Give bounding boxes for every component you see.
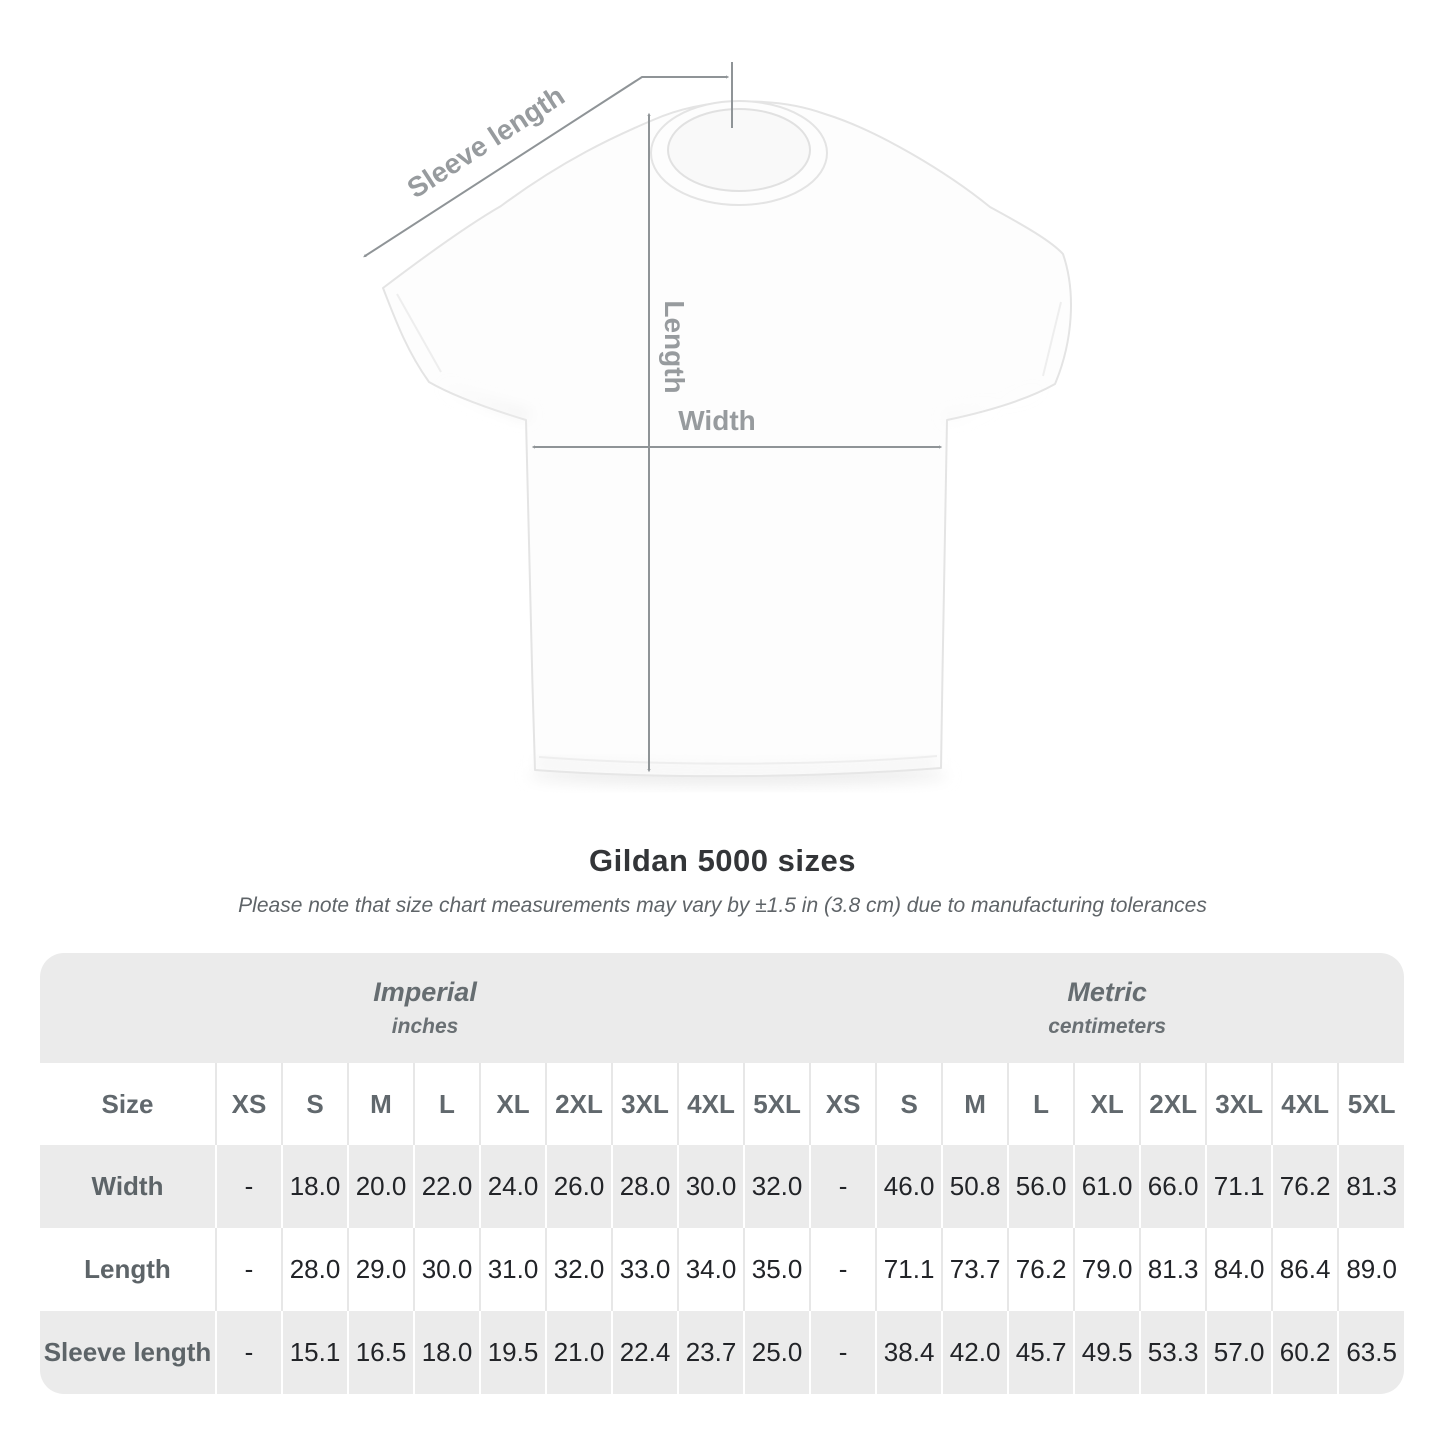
- sleeve-length-label: Sleeve length: [401, 79, 570, 205]
- measurement-cell: -: [810, 1311, 876, 1394]
- collar-inner: [668, 109, 810, 191]
- measurement-cell: 73.7: [942, 1228, 1008, 1311]
- size-header-metric-s: S: [876, 1063, 942, 1145]
- measurement-cell: 22.4: [612, 1311, 678, 1394]
- measurement-cell: 32.0: [546, 1228, 612, 1311]
- measurement-cell: 23.7: [678, 1311, 744, 1394]
- size-header-imperial-2xl: 2XL: [546, 1063, 612, 1145]
- measurement-cell: 63.5: [1338, 1311, 1404, 1394]
- measurement-cell: 21.0: [546, 1311, 612, 1394]
- measurement-cell: 89.0: [1338, 1228, 1404, 1311]
- measurement-cell: 81.3: [1338, 1145, 1404, 1228]
- measurement-cell: 15.1: [282, 1311, 348, 1394]
- metric-unit-label: centimeters: [1048, 1015, 1167, 1038]
- unit-group-metric: [810, 953, 1404, 1063]
- measurement-cell: 38.4: [876, 1311, 942, 1394]
- size-header-imperial-xs: XS: [216, 1063, 282, 1145]
- tolerance-note: Please note that size chart measurements may vary by ±1.5 in (3.8 cm) due to manufacturing tolerances: [238, 894, 1207, 917]
- size-header-metric-3xl: 3XL: [1206, 1063, 1272, 1145]
- measurement-cell: 79.0: [1074, 1228, 1140, 1311]
- measurement-cell: 71.1: [876, 1228, 942, 1311]
- size-header-row: [40, 1063, 1404, 1145]
- measurement-cell: 86.4: [1272, 1228, 1338, 1311]
- measurement-cell: 26.0: [546, 1145, 612, 1228]
- row-label: Width: [91, 1171, 164, 1201]
- size-header-metric-5xl: 5XL: [1338, 1063, 1404, 1145]
- measurement-cell: 53.3: [1140, 1311, 1206, 1394]
- measurement-cell: 50.8: [942, 1145, 1008, 1228]
- size-header-metric-l: L: [1008, 1063, 1074, 1145]
- measurement-cell: 56.0: [1008, 1145, 1074, 1228]
- measurement-cell: 42.0: [942, 1311, 1008, 1394]
- measurement-cell: -: [216, 1145, 282, 1228]
- measurement-cell: 71.1: [1206, 1145, 1272, 1228]
- measurement-cell: 22.0: [414, 1145, 480, 1228]
- measurement-cell: 33.0: [612, 1228, 678, 1311]
- measurement-cell: 28.0: [612, 1145, 678, 1228]
- tshirt-measurement-diagram: [330, 45, 1120, 805]
- measurement-cell: 19.5: [480, 1311, 546, 1394]
- measurement-cell: -: [810, 1145, 876, 1228]
- measurement-cell: -: [810, 1228, 876, 1311]
- size-header-metric-xs: XS: [810, 1063, 876, 1145]
- measurement-cell: -: [216, 1228, 282, 1311]
- measurement-row-length: [40, 1228, 1404, 1311]
- measurement-cell: 31.0: [480, 1228, 546, 1311]
- page-title: Gildan 5000 sizes: [589, 843, 856, 878]
- measurement-cell: 49.5: [1074, 1311, 1140, 1394]
- measurement-cell: 35.0: [744, 1228, 810, 1311]
- measurement-cell: 28.0: [282, 1228, 348, 1311]
- size-header-imperial-m: M: [348, 1063, 414, 1145]
- measurement-cell: 32.0: [744, 1145, 810, 1228]
- size-header-imperial-l: L: [414, 1063, 480, 1145]
- size-column-header: Size: [40, 1063, 216, 1145]
- row-label: Length: [84, 1254, 171, 1284]
- size-chart: [40, 953, 1404, 1394]
- measurement-cell: 81.3: [1140, 1228, 1206, 1311]
- measurement-cell: 30.0: [414, 1228, 480, 1311]
- measurement-cell: 76.2: [1272, 1145, 1338, 1228]
- size-header-imperial-4xl: 4XL: [678, 1063, 744, 1145]
- size-table: [40, 953, 1404, 1394]
- measurement-cell: 61.0: [1074, 1145, 1140, 1228]
- size-header-imperial-xl: XL: [480, 1063, 546, 1145]
- measurement-cell: -: [216, 1311, 282, 1394]
- measurement-cell: 25.0: [744, 1311, 810, 1394]
- measurement-cell: 20.0: [348, 1145, 414, 1228]
- size-header-imperial-3xl: 3XL: [612, 1063, 678, 1145]
- size-header-imperial-5xl: 5XL: [744, 1063, 810, 1145]
- measurement-cell: 29.0: [348, 1228, 414, 1311]
- measurement-cell: 45.7: [1008, 1311, 1074, 1394]
- metric-label: Metric: [1067, 977, 1147, 1007]
- measurement-cell: 84.0: [1206, 1228, 1272, 1311]
- measurement-row-sleeve-length: [40, 1311, 1404, 1394]
- imperial-unit-label: inches: [391, 1015, 459, 1038]
- measurement-cell: 66.0: [1140, 1145, 1206, 1228]
- measurement-cell: 16.5: [348, 1311, 414, 1394]
- measurement-cell: 30.0: [678, 1145, 744, 1228]
- size-header-metric-xl: XL: [1074, 1063, 1140, 1145]
- measurement-cell: 18.0: [282, 1145, 348, 1228]
- measurement-cell: 34.0: [678, 1228, 744, 1311]
- width-label: Width: [678, 405, 756, 436]
- unit-group-imperial: [40, 953, 810, 1063]
- size-header-imperial-s: S: [282, 1063, 348, 1145]
- row-label: Sleeve length: [43, 1337, 212, 1367]
- measurement-cell: 46.0: [876, 1145, 942, 1228]
- size-header-metric-2xl: 2XL: [1140, 1063, 1206, 1145]
- measurement-row-width: [40, 1145, 1404, 1228]
- measurement-cell: 57.0: [1206, 1311, 1272, 1394]
- imperial-label: Imperial: [373, 977, 477, 1007]
- measurement-cell: 60.2: [1272, 1311, 1338, 1394]
- length-label: Length: [659, 300, 690, 394]
- unit-band-row: [40, 953, 1404, 1063]
- size-header-metric-m: M: [942, 1063, 1008, 1145]
- measurement-cell: 18.0: [414, 1311, 480, 1394]
- size-header-metric-4xl: 4XL: [1272, 1063, 1338, 1145]
- measurement-cell: 24.0: [480, 1145, 546, 1228]
- measurement-cell: 76.2: [1008, 1228, 1074, 1311]
